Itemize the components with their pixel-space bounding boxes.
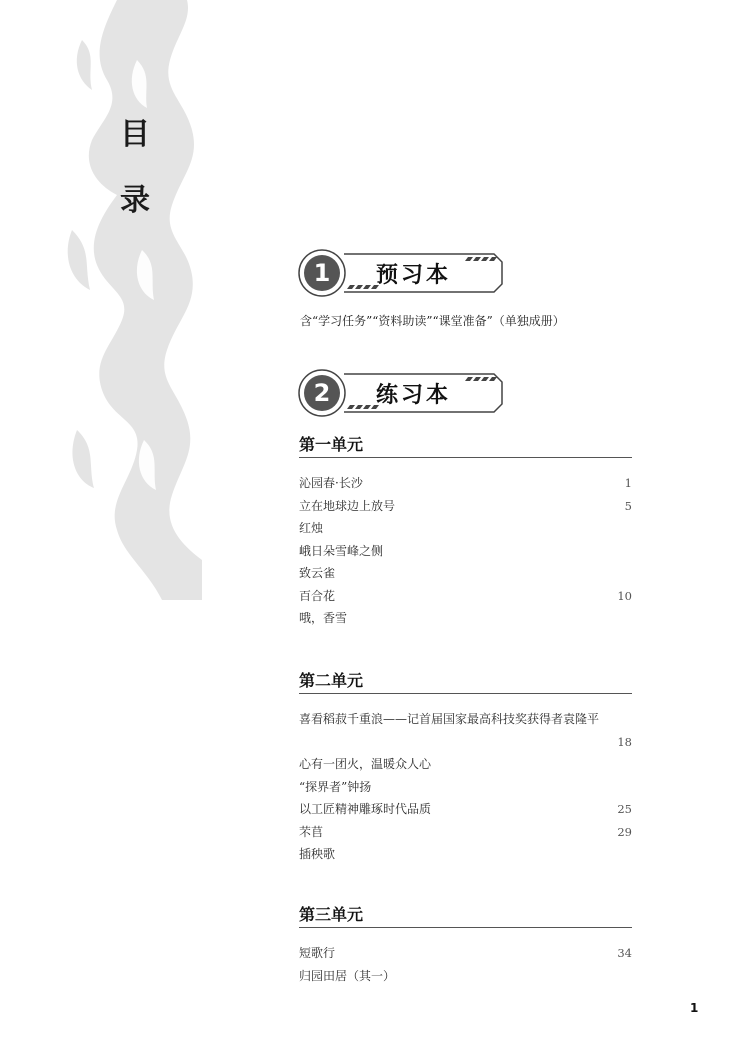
entry-page: 5 [624, 498, 632, 513]
entry-page: 29 [617, 824, 632, 839]
entry-title: 喜看稻菽千重浪——记首届国家最高科技奖获得者袁隆平 [299, 712, 600, 726]
toc-entry[interactable] [299, 607, 632, 630]
toc-entry[interactable] [299, 517, 632, 540]
entry-title: 致云雀 [299, 566, 336, 580]
toc-entry[interactable] [299, 562, 632, 585]
book-number-2: 2 [313, 379, 331, 407]
entry-page: 18 [617, 734, 632, 749]
entry-list [299, 942, 632, 987]
entry-title: 百合花 [299, 588, 336, 603]
entry-title: 哦，香雪 [299, 611, 348, 625]
toc-entry[interactable] [299, 585, 632, 608]
preview-note: 含“学习任务”“资料助读”“课堂准备”（单独成册） [300, 314, 565, 328]
toc-entry-page-line [299, 731, 632, 754]
book-banner-practice [298, 368, 508, 418]
toc-entry[interactable] [299, 798, 632, 821]
unit-section [299, 904, 632, 987]
flame-decoration [62, 0, 202, 600]
book-title-preview: 预习本 [376, 263, 452, 288]
entry-title: 心有一团火，温暖众人心 [299, 757, 432, 771]
entry-title: “探界者”钟扬 [299, 779, 372, 794]
toc-entry[interactable] [299, 942, 632, 965]
toc-heading-mu: 目 [120, 117, 150, 152]
book-title-practice: 练习本 [376, 383, 452, 408]
unit-title: 第一单元 [299, 434, 632, 458]
toc-entry[interactable] [299, 540, 632, 563]
toc-entry[interactable] [299, 472, 632, 495]
toc-heading-lu: 录 [120, 183, 150, 218]
entry-title: 沁园春·长沙 [299, 476, 363, 490]
page-number: 1 [690, 1001, 699, 1015]
entry-title: 短歌行 [299, 946, 336, 960]
entry-page: 10 [617, 588, 632, 603]
entry-title: 插秧歌 [299, 847, 336, 861]
entry-page: 25 [617, 802, 632, 816]
unit-title: 第二单元 [299, 670, 632, 694]
toc-entry[interactable] [299, 843, 632, 866]
toc-entry[interactable] [299, 708, 632, 731]
toc-entry[interactable] [299, 965, 632, 988]
entry-list [299, 472, 632, 630]
unit-section [299, 434, 632, 630]
entry-page: 34 [617, 946, 632, 960]
entry-title: 峨日朵雪峰之侧 [299, 543, 384, 558]
unit-section [299, 670, 632, 866]
toc-entry[interactable] [299, 753, 632, 776]
toc-entry[interactable] [299, 821, 632, 844]
entry-title: 以工匠精神雕琢时代品质 [299, 802, 432, 816]
toc-entry[interactable] [299, 776, 632, 799]
entry-title: 芣苢 [299, 824, 324, 839]
entry-list [299, 708, 632, 866]
entry-page: 1 [624, 476, 632, 490]
entry-title: 红烛 [299, 521, 324, 535]
entry-title: 立在地球边上放号 [299, 498, 396, 513]
book-banner-preview [298, 248, 508, 298]
unit-title: 第三单元 [299, 904, 632, 928]
toc-entry[interactable] [299, 495, 632, 518]
book-number-1: 1 [313, 259, 331, 287]
entry-title: 归园田居（其一） [299, 968, 396, 983]
